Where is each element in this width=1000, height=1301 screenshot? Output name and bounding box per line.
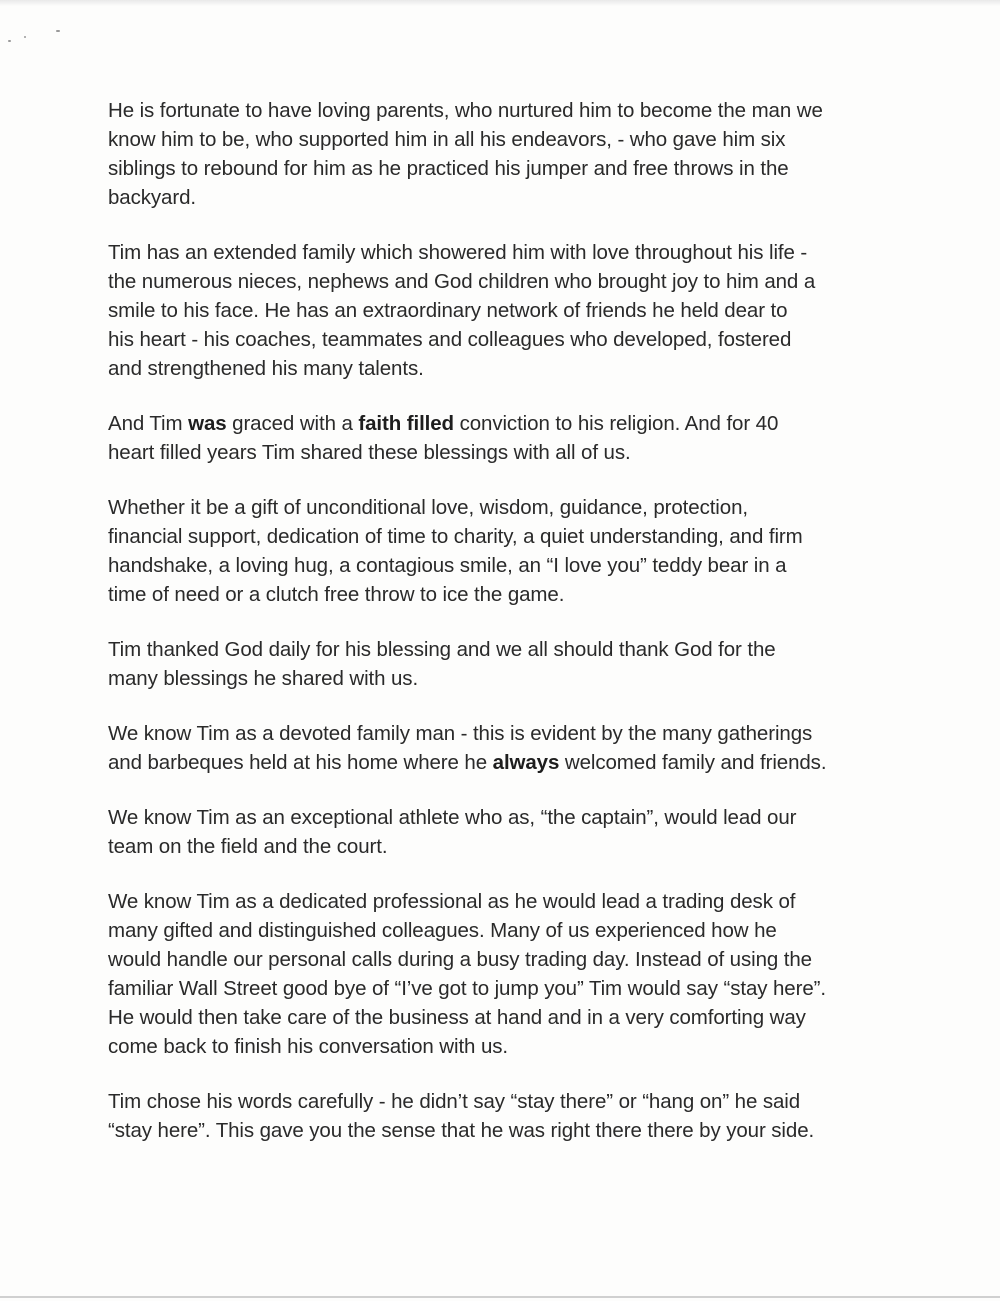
paragraph xyxy=(108,409,898,467)
paragraph xyxy=(108,719,898,777)
text-line xyxy=(108,438,898,467)
text-segment: welcomed family and friends. xyxy=(559,751,827,774)
text-line xyxy=(108,409,898,438)
text-line xyxy=(108,832,898,861)
text-segment: many gifted and distinguished colleagues. Many of us experienced how he xyxy=(108,919,777,942)
text-segment: He is fortunate to have loving parents, who nurtured him to become the man we xyxy=(108,99,823,122)
scan-top-edge xyxy=(0,0,1000,6)
text-segment: time of need or a clutch free throw to ice the game. xyxy=(108,583,565,606)
text-line xyxy=(108,522,898,551)
text-segment: Whether it be a gift of unconditional love, wisdom, guidance, protection, xyxy=(108,496,748,519)
text-line xyxy=(108,916,898,945)
text-line xyxy=(108,719,898,748)
document-body xyxy=(108,96,898,1171)
text-line xyxy=(108,154,898,183)
text-segment: and strengthened his many talents. xyxy=(108,357,424,380)
text-segment: his heart - his coaches, teammates and colleagues who developed, fostered xyxy=(108,328,792,351)
scan-speck xyxy=(24,36,26,38)
text-segment: He would then take care of the business at hand and in a very comforting way xyxy=(108,1006,806,1029)
text-line xyxy=(108,1032,898,1061)
text-segment: Tim chose his words carefully - he didn’t say “stay there” or “hang on” he said xyxy=(108,1090,801,1113)
text-line xyxy=(108,238,898,267)
text-line xyxy=(108,664,898,693)
text-line xyxy=(108,267,898,296)
text-line xyxy=(108,748,898,777)
text-segment: backyard. xyxy=(108,186,196,209)
emphasized-text: always xyxy=(492,751,560,774)
emphasized-text: was xyxy=(188,412,227,435)
emphasized-text: faith filled xyxy=(358,412,454,435)
scan-bottom-edge xyxy=(0,1296,1000,1298)
paragraph xyxy=(108,803,898,861)
text-segment: siblings to rebound for him as he practiced his jumper and free throws in the xyxy=(108,157,789,180)
text-segment: Tim thanked God daily for his blessing and we all should thank God for the xyxy=(108,638,776,661)
text-line xyxy=(108,325,898,354)
text-line xyxy=(108,1116,898,1145)
text-line xyxy=(108,945,898,974)
text-line xyxy=(108,551,898,580)
text-segment: many blessings he shared with us. xyxy=(108,667,419,690)
text-segment: would handle our personal calls during a busy trading day. Instead of using the xyxy=(108,948,812,971)
paragraph xyxy=(108,96,898,212)
text-line xyxy=(108,580,898,609)
paragraph xyxy=(108,238,898,383)
text-segment: team on the field and the court. xyxy=(108,835,388,858)
paragraph xyxy=(108,1087,898,1145)
text-line xyxy=(108,887,898,916)
text-segment: financial support, dedication of time to charity, a quiet understanding, and firm xyxy=(108,525,803,548)
paragraph xyxy=(108,887,898,1061)
text-line xyxy=(108,1003,898,1032)
text-segment: We know Tim as an exceptional athlete who as, “the captain”, would lead our xyxy=(108,806,797,829)
text-line xyxy=(108,493,898,522)
text-segment: and barbeques held at his home where he xyxy=(108,751,493,774)
text-segment: Tim has an extended family which showered him with love throughout his life - xyxy=(108,241,808,264)
text-segment: And Tim xyxy=(108,412,189,435)
text-segment: conviction to his religion. And for 40 xyxy=(453,412,779,435)
text-segment: the numerous nieces, nephews and God children who brought joy to him and a xyxy=(108,270,816,293)
text-segment: come back to finish his conversation with us. xyxy=(108,1035,508,1058)
paragraph xyxy=(108,635,898,693)
text-line xyxy=(108,1087,898,1116)
text-segment: know him to be, who supported him in all his endeavors, - who gave him six xyxy=(108,128,786,151)
text-segment: familiar Wall Street good bye of “I’ve got to jump you” Tim would say “stay here”. xyxy=(108,977,826,1000)
text-line xyxy=(108,296,898,325)
text-line xyxy=(108,96,898,125)
text-segment: handshake, a loving hug, a contagious smile, an “I love you” teddy bear in a xyxy=(108,554,787,577)
text-line xyxy=(108,125,898,154)
text-line xyxy=(108,354,898,383)
text-segment: “stay here”. This gave you the sense that he was right there there by your side. xyxy=(108,1119,815,1142)
text-segment: We know Tim as a dedicated professional as he would lead a trading desk of xyxy=(108,890,796,913)
text-segment: heart filled years Tim shared these blessings with all of us. xyxy=(108,441,631,464)
scan-speck xyxy=(56,30,60,32)
text-segment: We know Tim as a devoted family man - this is evident by the many gatherings xyxy=(108,722,813,745)
text-segment: smile to his face. He has an extraordinary network of friends he held dear to xyxy=(108,299,788,322)
text-segment: graced with a xyxy=(226,412,359,435)
scan-speck xyxy=(8,40,11,42)
text-line xyxy=(108,974,898,1003)
text-line xyxy=(108,183,898,212)
paragraph xyxy=(108,493,898,609)
text-line xyxy=(108,803,898,832)
text-line xyxy=(108,635,898,664)
